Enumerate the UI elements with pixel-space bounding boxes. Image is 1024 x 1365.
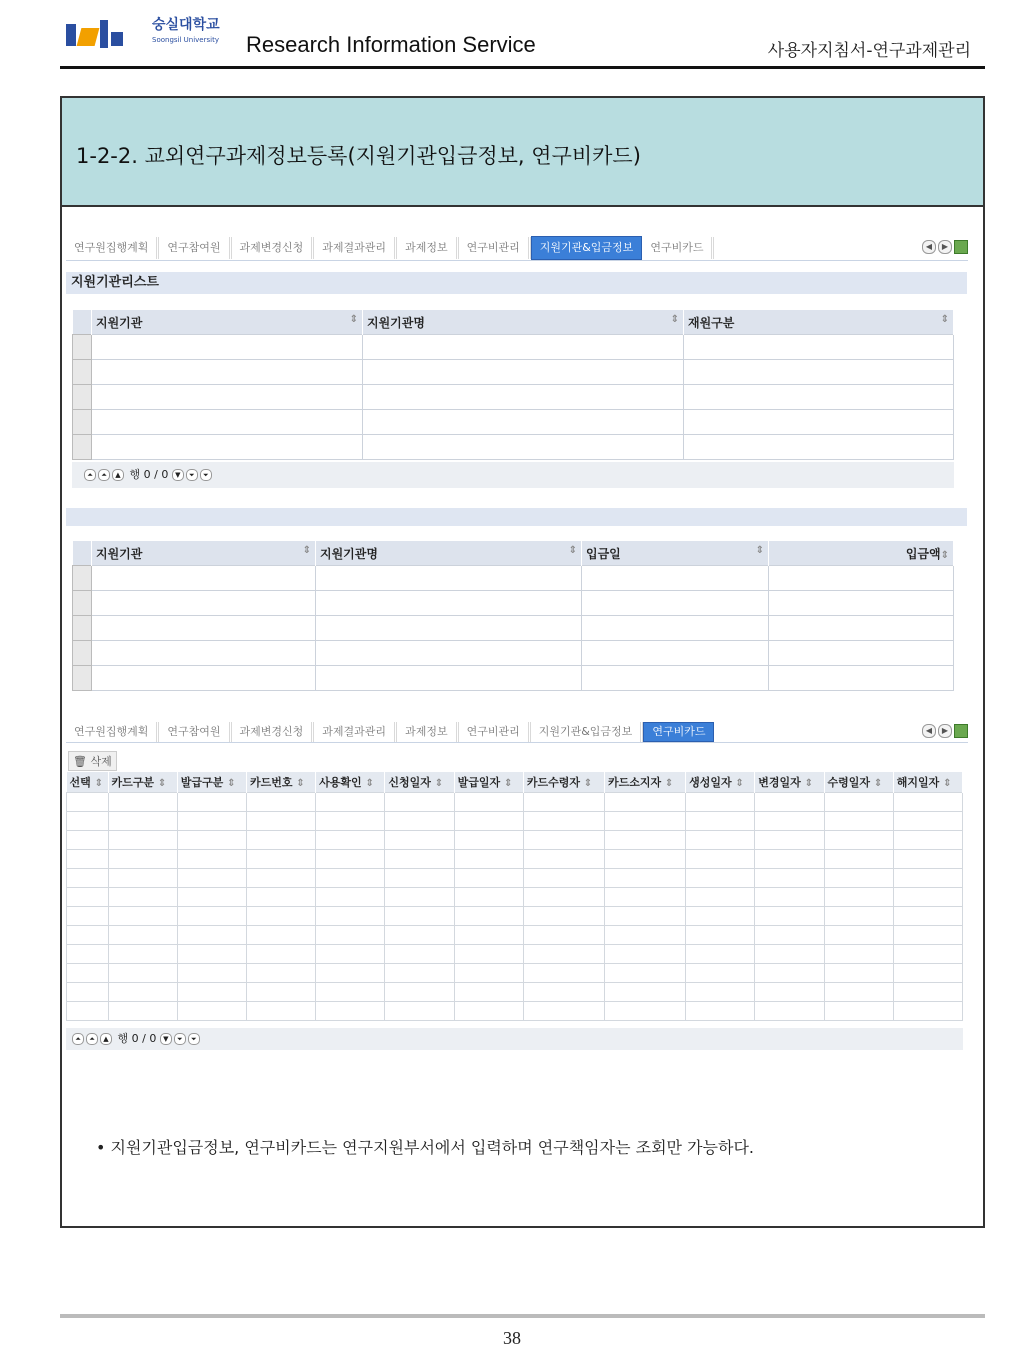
col-header[interactable]: 카드수령자 ⇕ [523, 772, 604, 793]
sort-icon: ⇕ [349, 313, 358, 325]
grid-header-row [73, 541, 954, 566]
col-header[interactable]: 지원기관명 ⇕ [363, 310, 684, 335]
table-row[interactable] [73, 666, 954, 691]
note-text: • 지원기관입금정보, 연구비카드는 연구지원부서에서 입력하며 연구책임자는 조회만 가능하다. [96, 1138, 754, 1157]
grid-pager [66, 1028, 963, 1050]
grid-pager [72, 462, 954, 488]
row-count: 행 0 / 0 [117, 1032, 157, 1045]
sort-icon: ⇕ [302, 544, 311, 556]
next-page-icon[interactable]: ▼ [172, 469, 184, 481]
section-title: 1-2-2. 교외연구과제정보등록(지원기관입금정보, 연구비카드) [76, 144, 641, 168]
col-header[interactable]: 생성일자 ⇕ [686, 772, 755, 793]
tab-research-plan[interactable]: 연구원집행계획 [66, 722, 159, 742]
table-row[interactable] [73, 410, 954, 435]
tab-support-agency-deposit[interactable]: 지원기관&입금정보 [531, 236, 643, 260]
table-row[interactable] [73, 566, 954, 591]
footer-divider [60, 1314, 985, 1318]
tab-research-card[interactable]: 연구비카드 [643, 722, 714, 742]
trash-icon: 🗑 [73, 755, 87, 768]
panel-deposit-header [66, 508, 967, 526]
tab-result-management[interactable]: 과제결과관리 [314, 237, 397, 259]
table-row[interactable] [73, 616, 954, 641]
prev-page-icon[interactable]: ▲ [100, 1033, 112, 1045]
tab-navigation [922, 240, 968, 254]
sort-icon: ⇕ [670, 313, 679, 325]
grid-header-row [73, 310, 954, 335]
table-row[interactable] [67, 850, 963, 869]
logo-subtext: Soongsil University [152, 36, 219, 44]
deposit-grid [72, 541, 954, 691]
research-card-grid [66, 772, 963, 1021]
table-row[interactable] [67, 831, 963, 850]
first-page-icon[interactable]: ⏶ [84, 469, 96, 481]
tab-project-info[interactable]: 과제정보 [397, 722, 459, 742]
table-row[interactable] [73, 641, 954, 666]
header-divider [60, 66, 985, 69]
row-header-corner [73, 541, 92, 566]
table-row[interactable] [67, 1002, 963, 1021]
tab-participants[interactable]: 연구참여원 [159, 237, 231, 259]
page-number: 38 [503, 1328, 521, 1348]
col-header[interactable]: 발급구분 ⇕ [177, 772, 246, 793]
col-header[interactable]: 수령일자 ⇕ [824, 772, 893, 793]
tab-support-agency-deposit[interactable]: 지원기관&입금정보 [531, 722, 644, 742]
col-header[interactable]: 발급일자 ⇕ [454, 772, 523, 793]
document-title: 사용자지침서-연구과제관리 [767, 41, 971, 61]
col-header[interactable]: 지원기관 ⇕ [92, 541, 316, 566]
tab-prev-icon[interactable]: ◀ [922, 240, 936, 254]
col-header[interactable]: 선택 ⇕ [67, 772, 109, 793]
table-row[interactable] [67, 945, 963, 964]
tab-next-icon[interactable]: ▶ [938, 240, 952, 254]
sort-icon: ⇕ [940, 313, 949, 325]
table-row[interactable] [67, 926, 963, 945]
table-row[interactable] [67, 793, 963, 812]
grid-header-row [67, 772, 963, 793]
first-page-icon[interactable]: ⏶ [72, 1033, 84, 1045]
tabbar-top [66, 234, 968, 261]
tab-change-request[interactable]: 과제변경신청 [232, 237, 315, 259]
sort-icon: ⇕ [940, 549, 949, 561]
tab-participants[interactable]: 연구참여원 [159, 722, 231, 742]
table-row[interactable] [73, 435, 954, 460]
tab-project-info[interactable]: 과제정보 [397, 237, 459, 259]
last-page-icon[interactable]: ⏷ [188, 1033, 200, 1045]
tabbar-bottom [66, 720, 968, 743]
col-header[interactable]: 재원구분 ⇕ [684, 310, 954, 335]
prev-block-icon[interactable]: ⏶ [86, 1033, 98, 1045]
tab-fund-management[interactable]: 연구비관리 [459, 237, 531, 259]
table-row[interactable] [67, 983, 963, 1002]
col-header[interactable]: 카드소지자 ⇕ [604, 772, 685, 793]
col-header[interactable]: 입금일 ⇕ [582, 541, 769, 566]
section-title-box [62, 98, 983, 207]
last-page-icon[interactable]: ⏷ [200, 469, 212, 481]
prev-block-icon[interactable]: ⏶ [98, 469, 110, 481]
col-header[interactable]: 변경일자 ⇕ [755, 772, 824, 793]
page-header [60, 14, 985, 66]
tab-fund-management[interactable]: 연구비관리 [459, 722, 531, 742]
row-header-corner [73, 310, 92, 335]
tab-next-icon[interactable]: ▶ [938, 724, 952, 738]
next-block-icon[interactable]: ⏷ [186, 469, 198, 481]
sort-icon: ⇕ [755, 544, 764, 556]
table-row[interactable] [67, 888, 963, 907]
row-count: 행 0 / 0 [129, 468, 169, 481]
tab-research-card[interactable]: 연구비카드 [642, 237, 714, 259]
col-header[interactable]: 지원기관명 ⇕ [316, 541, 582, 566]
col-header[interactable]: 사용확인 ⇕ [316, 772, 385, 793]
support-agency-grid [72, 310, 954, 460]
col-header[interactable]: 해지일자 ⇕ [893, 772, 962, 793]
tab-research-plan[interactable]: 연구원집행계획 [66, 237, 159, 259]
table-row[interactable] [73, 385, 954, 410]
panel-support-agency-list-header: 지원기관리스트 [66, 272, 967, 294]
col-header[interactable]: 카드번호 ⇕ [246, 772, 315, 793]
table-row[interactable] [67, 869, 963, 888]
prev-page-icon[interactable]: ▲ [112, 469, 124, 481]
table-row[interactable] [73, 360, 954, 385]
logo-text: 숭실대학교 [152, 17, 220, 33]
tab-change-request[interactable]: 과제변경신청 [232, 722, 315, 742]
col-header[interactable]: 지원기관 ⇕ [92, 310, 363, 335]
tab-menu-icon[interactable] [954, 724, 968, 738]
university-logo [66, 20, 146, 50]
next-block-icon[interactable]: ⏷ [174, 1033, 186, 1045]
table-row[interactable] [73, 335, 954, 360]
col-header[interactable]: 카드구분 ⇕ [108, 772, 177, 793]
col-header[interactable]: 신청일자 ⇕ [385, 772, 454, 793]
col-header[interactable]: 입금액⇕ [769, 541, 954, 566]
site-title: Research Information Service [246, 32, 536, 57]
next-page-icon[interactable]: ▼ [160, 1033, 172, 1045]
tab-result-management[interactable]: 과제결과관리 [314, 722, 397, 742]
sort-icon: ⇕ [568, 544, 577, 556]
tab-navigation [922, 724, 968, 738]
table-row[interactable] [73, 591, 954, 616]
tab-prev-icon[interactable]: ◀ [922, 724, 936, 738]
tab-menu-icon[interactable] [954, 240, 968, 254]
table-row[interactable] [67, 812, 963, 831]
delete-button[interactable]: 🗑 삭제 [68, 751, 117, 771]
table-row[interactable] [67, 907, 963, 926]
table-row[interactable] [67, 964, 963, 983]
